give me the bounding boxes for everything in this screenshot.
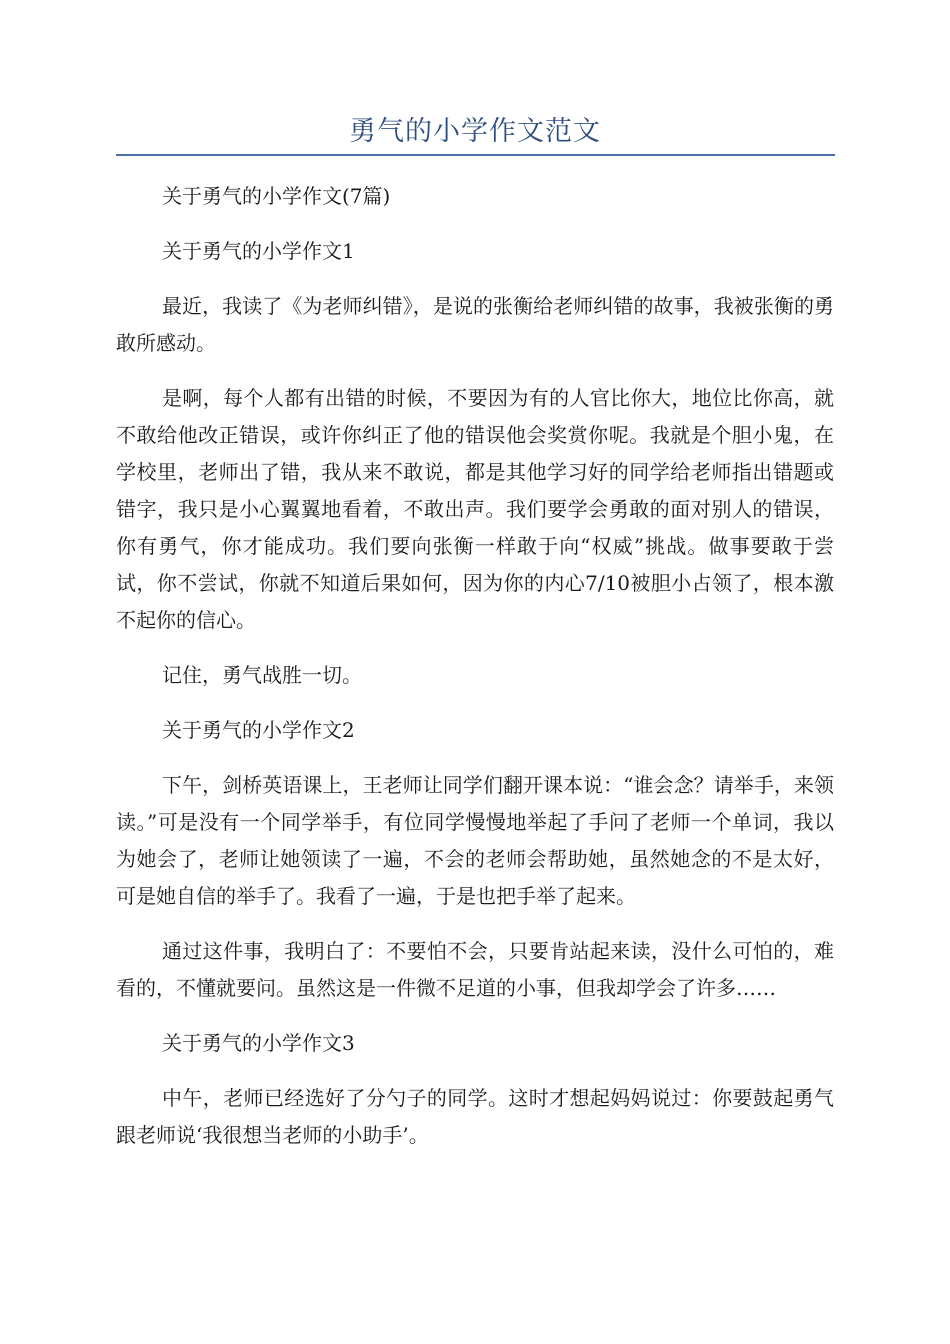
paragraph-text: 最近，我读了《为老师纠错》，是说的张衡给老师纠错的故事，我被张衡的勇敢所感动。: [116, 294, 834, 355]
document-body: [116, 178, 834, 1154]
title-underline: [116, 154, 835, 156]
paragraph-text: 记住，勇气战胜一切。: [162, 663, 362, 687]
paragraph-collection-heading: 关于勇气的小学作文(7篇): [162, 184, 391, 208]
paragraph-essay-1-heading: 关于勇气的小学作文1: [162, 239, 355, 263]
paragraph-text: 是啊，每个人都有出错的时候，不要因为有的人官比你大，地位比你高，就不敢给他改正错误，或许你纠正了他的错误他会奖赏你呢。我就是个胆小鬼，在学校里，老师出了错，我从来不敢说，都是其他学习好的同学给老师指出错题或错字，我只是小心翼翼地看着，不敢出声。我们要学会勇敢的面对别人的错误，你有勇气，你才能成功。我们要向张衡一样敢于向“权威”挑战。做事要敢于尝试，你不尝试，你就不知道后果如何，因为你的内心7/10被胆小占领了，根本激不起你的信心。: [116, 386, 834, 632]
paragraph-text: 通过这件事，我明白了：不要怕不会，只要肯站起来读，没什么可怕的，难看的，不懂就要问。虽然这是一件微不足道的小事，但我却学会了许多……: [116, 939, 834, 1000]
paragraph-text: 中午，老师已经选好了分勺子的同学。这时才想起妈妈说过：你要鼓起勇气跟老师说‘我很想当老师的小助手’。: [116, 1086, 834, 1147]
paragraph-text: 下午，剑桥英语课上，王老师让同学们翻开课本说：“谁会念？请举手，来领读。”可是没有一个同学举手，有位同学慢慢地举起了手问了老师一个单词，我以为她会了，老师让她领读了一遍，不会的老师会帮助她，虽然她念的不是太好，可是她自信的举手了。我看了一遍，于是也把手举了起来。: [116, 773, 834, 908]
document-title: 勇气的小学作文范文: [349, 116, 601, 147]
paragraph-essay-3-heading: 关于勇气的小学作文3: [162, 1031, 355, 1055]
paragraph-essay-2-heading: 关于勇气的小学作文2: [162, 718, 355, 742]
